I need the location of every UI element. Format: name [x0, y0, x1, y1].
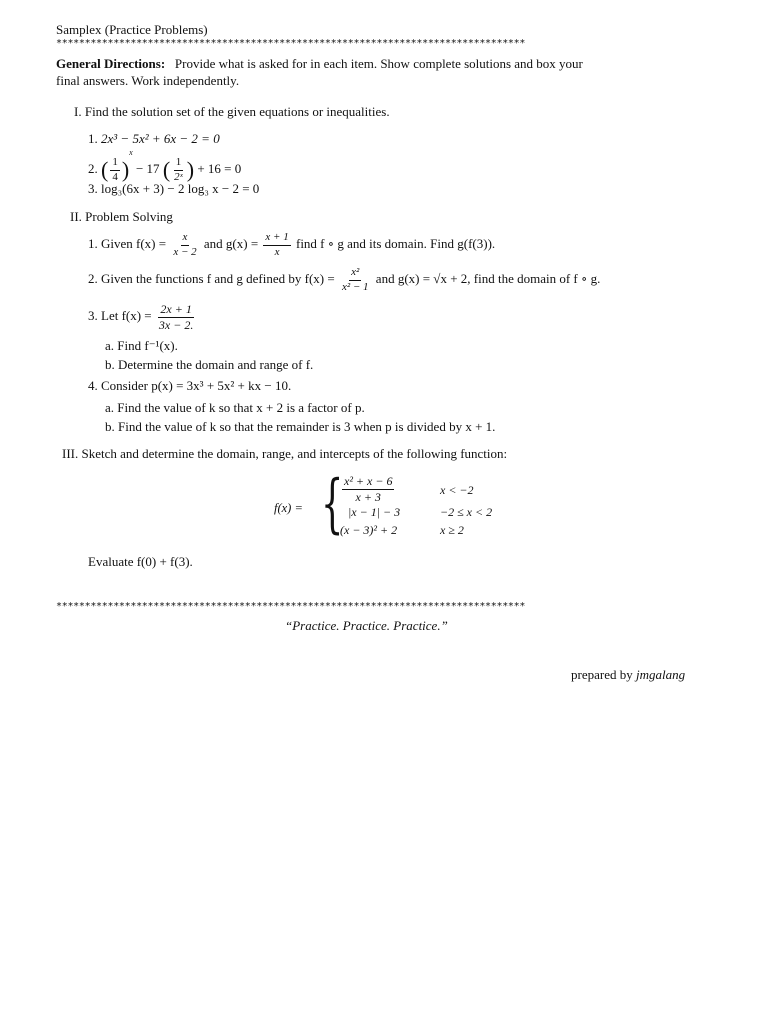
problem-2-4a: a. Find the value of k so that x + 2 is a factor of p. — [105, 400, 365, 415]
separator-top: ********************************************************************************** — [56, 38, 526, 49]
problem-1-3: 3. log₃(6x + 3) − 2 log₃ x − 2 = 0 — [88, 181, 260, 196]
author-name: jmgalang — [635, 667, 686, 682]
piece-2-condition: −2 ≤ x < 2 — [440, 505, 493, 519]
piece-1-condition: x < −2 — [440, 483, 474, 497]
section-2-numeral: II. — [70, 209, 82, 224]
section-3-title: Sketch and determine the domain, range, and intercepts of the following function: — [81, 446, 508, 461]
prepared-label: prepared by — [571, 667, 633, 682]
section-1-heading — [74, 104, 390, 120]
problem-2-2: 2. Given the functions f and g defined by f(x) = $\frac{\text{x²}}{\text{x² − 1}}$ and g(x) = √x + 2, find the domain of f ∘ g. — [88, 266, 601, 293]
problem-2-1: 1. Given f(x) = $\frac{x}{x - 2}$ and g(x) = $\frac{x + 1}{x}$ find f ∘ g and its domain. Find g(f(3)). — [88, 231, 496, 258]
problem-2-3b: b. Determine the domain and range of f. — [105, 357, 314, 372]
document-title: Samplex (Practice Problems) — [56, 22, 208, 37]
problem-2-3a: a. Find f⁻¹(x). — [105, 338, 178, 353]
section-2-title: Problem Solving — [85, 209, 173, 224]
problem-2-3: 3. Let f(x) = $\frac{2x + 1}{3x - 2.}$ — [88, 302, 194, 332]
piece-2: |x − 1| − 3 — [348, 505, 401, 519]
quote: “Practice. Practice. Practice.” — [285, 618, 448, 633]
section-3-heading — [62, 446, 507, 462]
piecewise-brace: { — [321, 467, 344, 541]
section-3-numeral: III. — [62, 446, 79, 461]
prepared-by — [571, 667, 685, 683]
directions-text-2: final answers. Work independently. — [56, 73, 240, 88]
evaluate-prompt: Evaluate f(0) + f(3). — [88, 554, 193, 569]
piecewise-fx: f(x) = — [274, 501, 303, 515]
directions-line-1 — [56, 56, 583, 72]
problem-2-4: 4. Consider p(x) = 3x³ + 5x² + kx − 10. — [88, 378, 292, 393]
equation: 2x³ − 5x² + 6x − 2 = 0 — [101, 131, 220, 146]
directions-label: General Directions: — [56, 56, 166, 71]
piece-1: $\frac{\text{x² + x − 6}}{x + 3}$ — [344, 474, 393, 504]
separator-bottom: ********************************************************************************** — [56, 601, 526, 612]
piece-3-condition: x ≥ 2 — [440, 523, 464, 537]
section-1-title: Find the solution set of the given equations or inequalities. — [84, 104, 390, 119]
piece-3: (x − 3)² + 2 — [340, 523, 398, 537]
section-2-heading — [70, 209, 173, 225]
problem-1-1: 1. 2x³ − 5x² + 6x − 2 = 0 — [88, 131, 220, 146]
section-1-numeral: I. — [74, 104, 82, 119]
problem-1-2: 2. ( $\frac{1}{4}$ )$^x$ − 17 ( $\frac{1}{\text{2ˣ}}$ ) + 16 = 0 — [88, 148, 242, 183]
directions-text-1: Provide what is asked for in each item. Show complete solutions and box your — [174, 56, 583, 71]
problem-2-4b: b. Find the value of k so that the remainder is 3 when p is divided by x + 1. — [105, 419, 496, 434]
